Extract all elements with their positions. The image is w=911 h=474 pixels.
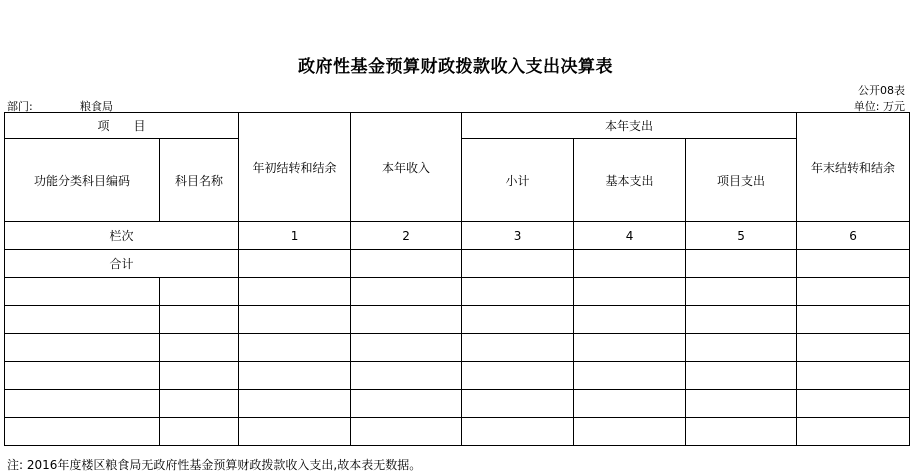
table-row xyxy=(5,362,910,390)
table-cell xyxy=(5,278,160,306)
report-title: 政府性基金预算财政拨款收入支出决算表 xyxy=(298,57,613,77)
table-cell xyxy=(351,418,462,446)
header-function-code: 功能分类科目编码 xyxy=(5,139,160,222)
table-cell xyxy=(574,418,686,446)
col-number-5: 5 xyxy=(686,222,797,250)
table-row xyxy=(5,418,910,446)
table-cell xyxy=(351,362,462,390)
table-cell xyxy=(5,362,160,390)
header-end-balance: 年末结转和结余 xyxy=(797,113,910,222)
table-cell xyxy=(462,278,574,306)
table-cell xyxy=(462,418,574,446)
table-cell xyxy=(239,306,351,334)
table-cell xyxy=(574,390,686,418)
header-current-income: 本年收入 xyxy=(351,113,462,222)
table-cell xyxy=(797,334,910,362)
table-cell xyxy=(160,418,239,446)
table-cell xyxy=(160,390,239,418)
footnote: 注: 2016年度楼区粮食局无政府性基金预算财政拨款收入支出,故本表无数据。 xyxy=(7,458,422,472)
budget-table xyxy=(4,112,910,446)
table-cell xyxy=(462,250,574,278)
table-cell xyxy=(351,334,462,362)
total-row-label: 合计 xyxy=(5,250,239,278)
col-number-2: 2 xyxy=(351,222,462,250)
table-cell xyxy=(686,250,797,278)
table-cell xyxy=(351,250,462,278)
header-subtotal: 小计 xyxy=(462,139,574,222)
table-cell xyxy=(5,334,160,362)
table-cell xyxy=(686,278,797,306)
col-number-6: 6 xyxy=(797,222,910,250)
table-cell xyxy=(5,418,160,446)
table-cell xyxy=(462,334,574,362)
department-label: 部门: xyxy=(7,100,33,113)
table-cell xyxy=(797,278,910,306)
header-items: 项 目 xyxy=(5,113,239,139)
table-cell xyxy=(351,390,462,418)
header-begin-balance: 年初结转和结余 xyxy=(239,113,351,222)
header-subject-name: 科目名称 xyxy=(160,139,239,222)
table-cell xyxy=(462,390,574,418)
table-cell xyxy=(797,418,910,446)
table-cell xyxy=(574,278,686,306)
table-cell xyxy=(574,306,686,334)
table-cell xyxy=(574,362,686,390)
department-name: 粮食局 xyxy=(80,100,113,113)
table-cell xyxy=(351,278,462,306)
table-cell xyxy=(239,334,351,362)
unit-label: 单位: 万元 xyxy=(853,100,905,113)
table-row xyxy=(5,334,910,362)
table-row xyxy=(5,306,910,334)
table-cell xyxy=(462,362,574,390)
table-cell xyxy=(797,306,910,334)
table-cell xyxy=(160,334,239,362)
table-cell xyxy=(5,306,160,334)
table-cell xyxy=(160,278,239,306)
col-number-1: 1 xyxy=(239,222,351,250)
table-cell xyxy=(686,306,797,334)
table-cell xyxy=(574,250,686,278)
table-cell xyxy=(160,362,239,390)
header-basic-expenditure: 基本支出 xyxy=(574,139,686,222)
form-number: 公开08表 xyxy=(858,84,905,97)
table-cell xyxy=(797,250,910,278)
col-number-3: 3 xyxy=(462,222,574,250)
table-cell xyxy=(239,250,351,278)
table-cell xyxy=(797,362,910,390)
table-cell xyxy=(686,362,797,390)
table-cell xyxy=(5,390,160,418)
header-project-expenditure: 项目支出 xyxy=(686,139,797,222)
table-cell xyxy=(351,306,462,334)
table-row xyxy=(5,278,910,306)
table-cell xyxy=(686,334,797,362)
table-cell xyxy=(160,306,239,334)
row-index-label: 栏次 xyxy=(5,222,239,250)
table-cell xyxy=(686,390,797,418)
table-cell xyxy=(462,306,574,334)
table-cell xyxy=(239,278,351,306)
table-cell xyxy=(797,390,910,418)
table-cell xyxy=(239,362,351,390)
table-cell xyxy=(574,334,686,362)
table-cell xyxy=(239,418,351,446)
table-cell xyxy=(686,418,797,446)
col-number-4: 4 xyxy=(574,222,686,250)
table-cell xyxy=(239,390,351,418)
table-row xyxy=(5,390,910,418)
header-current-expenditure: 本年支出 xyxy=(462,113,797,139)
